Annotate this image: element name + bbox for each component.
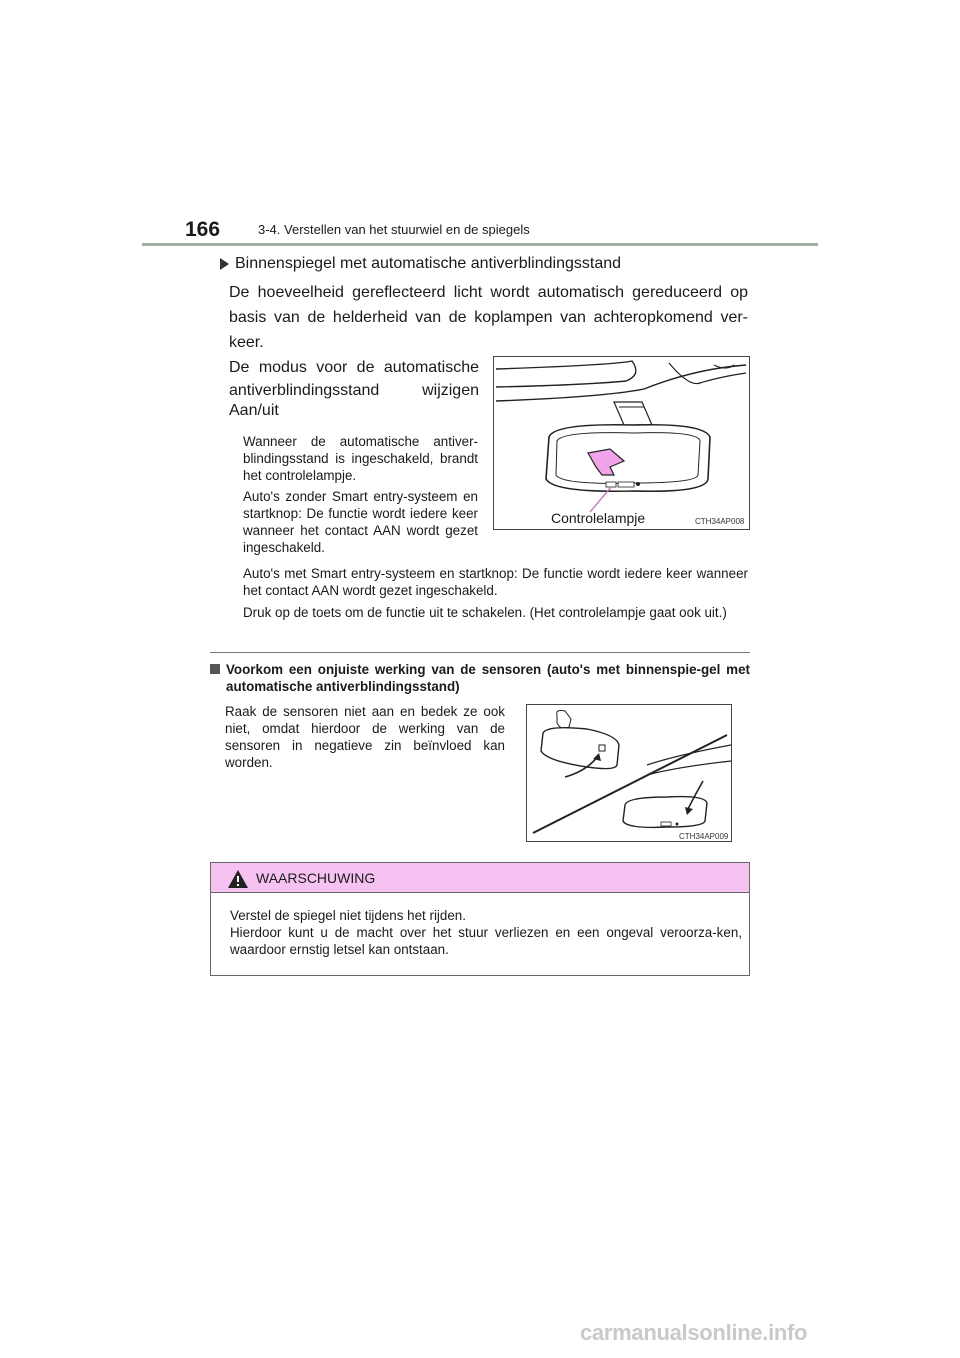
warning-title: WAARSCHUWING [256,870,376,886]
section-divider [210,652,750,653]
warning-line1: Verstel de spiegel niet tijdens het rijden. [230,908,466,923]
watermark-footer: carmanualsonline.info [580,1320,808,1345]
paragraph-smart-entry: Auto's met Smart entry-systeem en startknop: De functie wordt iedere keer wanneer het contact AAN wordt gezet ingeschakeld. [243,566,748,598]
mirror-drawing [494,357,749,529]
page-number: 166 [185,218,221,241]
warning-header [211,863,749,893]
paragraph-no-smart-entry: Auto's zonder Smart entry-systeem en startknop: De functie wordt iedere keer wanneer het contact AAN wordt gezet ingeschakeld. [243,489,478,555]
mode-title [229,356,479,402]
sensors-heading-text: Voorkom een onjuiste werking van de sensoren (auto's met binnenspie-gel met automatische antiverblindingsstand) [226,662,750,694]
warning-text [230,907,742,958]
warning-triangle-icon [227,869,249,889]
sensors-paragraph: Raak de sensoren niet aan en bedek ze ook niet, omdat hierdoor de werking van de sensoren in negatieve zin beïnvloed kan worden. [225,704,505,770]
warning-line2: Hierdoor kunt u de macht over het stuur verliezen en een ongeval veroorza-ken, waardoor ernstig letsel kan ontstaan. [230,925,742,957]
warning-box [210,862,750,976]
triangle-bullet-icon [220,258,229,270]
mode-title-line1: De modus voor de automatische [229,359,479,376]
subheading [220,255,621,273]
header-divider [142,243,818,246]
sensors-heading [210,661,750,695]
figure1-code: CTH34AP008 [695,517,745,526]
mode-title-line2: antiverblindingsstand wijzigen [229,382,479,399]
figure2-code: CTH34AP009 [679,832,729,841]
intro-paragraph: De hoeveelheid gereflecteerd licht wordt automatisch gereduceerd op basis van de helderheid van de koplampen van achteropkomend ver-keer. [229,284,748,351]
paragraph-indicator: Wanneer de automatische antiver-blindingsstand is ingeschakeld, brandt het controlelampje. [243,434,478,483]
section-title: 3-4. Verstellen van het stuurwiel en de spiegels [258,222,530,237]
mirror-illustration [493,356,750,530]
paragraph-switch-off: Druk op de toets om de functie uit te schakelen. (Het controlelampje gaat ook uit.) [243,605,727,620]
sensor-illustration [526,704,732,842]
square-bullet-icon [210,664,220,674]
sensor-drawing [527,705,731,841]
onoff-label: Aan/uit [229,402,279,419]
subheading-text: Binnenspiegel met automatische antiverblindingsstand [235,255,622,272]
indicator-label: Controlelampje [551,510,646,526]
